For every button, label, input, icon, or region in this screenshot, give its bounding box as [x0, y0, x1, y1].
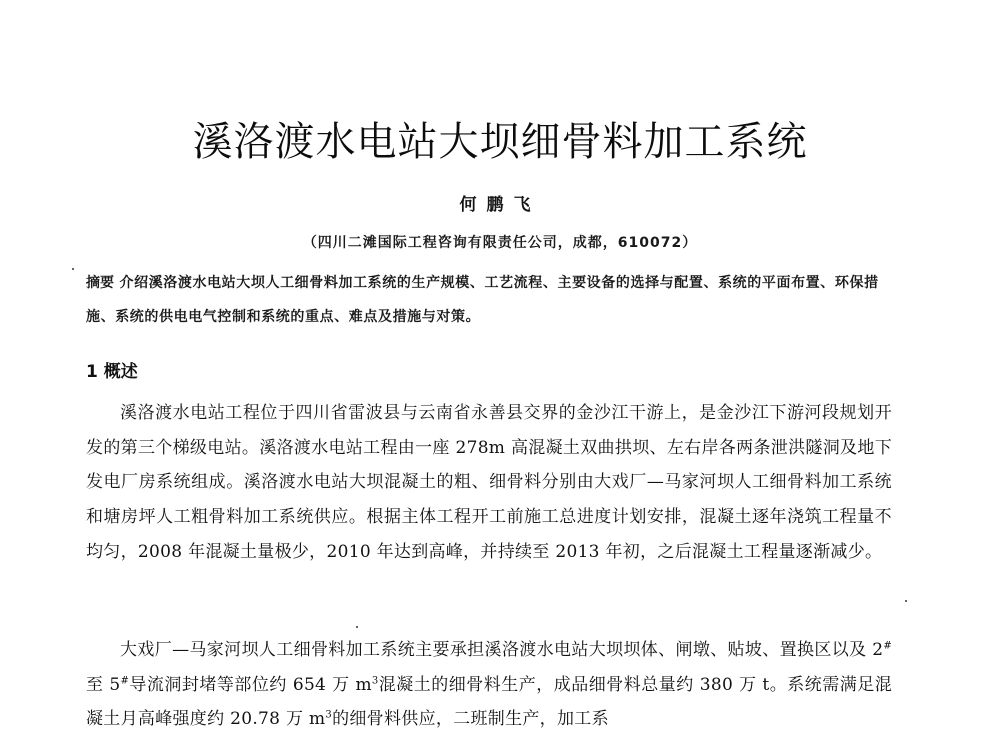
section-heading-overview: 1 概述 [86, 362, 138, 382]
body-paragraph-1: 溪洛渡水电站工程位于四川省雷波县与云南省永善县交界的金沙江干游上，是金沙江下游河段规划开发的第三个梯级电站。溪洛渡水电站工程由一座 278m 高混凝土双曲拱坝、左右岸各两条泄洪隧洞及地下发电厂房系统组成。溪洛渡水电站大坝混凝土的粗、细骨料分别由大戏厂—马家河坝人工细骨料加工系统和塘房坪人工粗骨料加工系统供应。根据主体工程开工前施工总进度计划安排，混凝土逐年浇筑工程量不均匀，2008 年混凝土量极少，2010 年达到高峰，并持续至 2013 年初，之后混凝土工程量逐渐减少。 [86, 403, 892, 562]
paragraph-2-text-d: 混凝土的细骨料生产，成品细骨料总量约 380 万 t。系统需满足混凝土月高峰强度约 20.78 万 m [86, 674, 893, 730]
paragraph-2-text-e: 的细骨料供应，二班制生产，加工系 [332, 709, 609, 730]
scan-speck [72, 268, 74, 270]
abstract-text: 介绍溪洛渡水电站大坝人工细骨料加工系统的生产规模、工艺流程、主要设备的选择与配置、系统的平面布置、环保措施、系统的供电电气控制和系统的重点、难点及措施与对策。 [86, 275, 879, 325]
body-paragraph-2 [86, 633, 892, 737]
abstract [86, 266, 892, 334]
abstract-label: 摘要 [86, 275, 114, 291]
paper-title: 溪洛渡水电站大坝细骨料加工系统 [192, 119, 808, 165]
superscript-cubic-2: 3 [325, 709, 333, 721]
paragraph-2-text-b: 至 5 [86, 674, 121, 695]
author-affiliation: （四川二滩国际工程咨询有限责任公司，成都，610072） [302, 235, 698, 251]
scan-speck [356, 626, 358, 628]
superscript-hash-2: # [120, 675, 130, 687]
superscript-hash-1: # [883, 640, 892, 652]
paragraph-2-text-c: 导流洞封堵等部位约 654 万 m [129, 674, 372, 695]
paragraph-2-text-a: 大戏厂—马家河坝人工细骨料加工系统主要承担溪洛渡水电站大坝坝体、闸墩、贴坡、置换区以及 2 [120, 640, 884, 660]
superscript-cubic-1: 3 [371, 675, 379, 687]
scan-speck [905, 600, 907, 602]
author-name: 何鹏飞 [459, 195, 541, 215]
